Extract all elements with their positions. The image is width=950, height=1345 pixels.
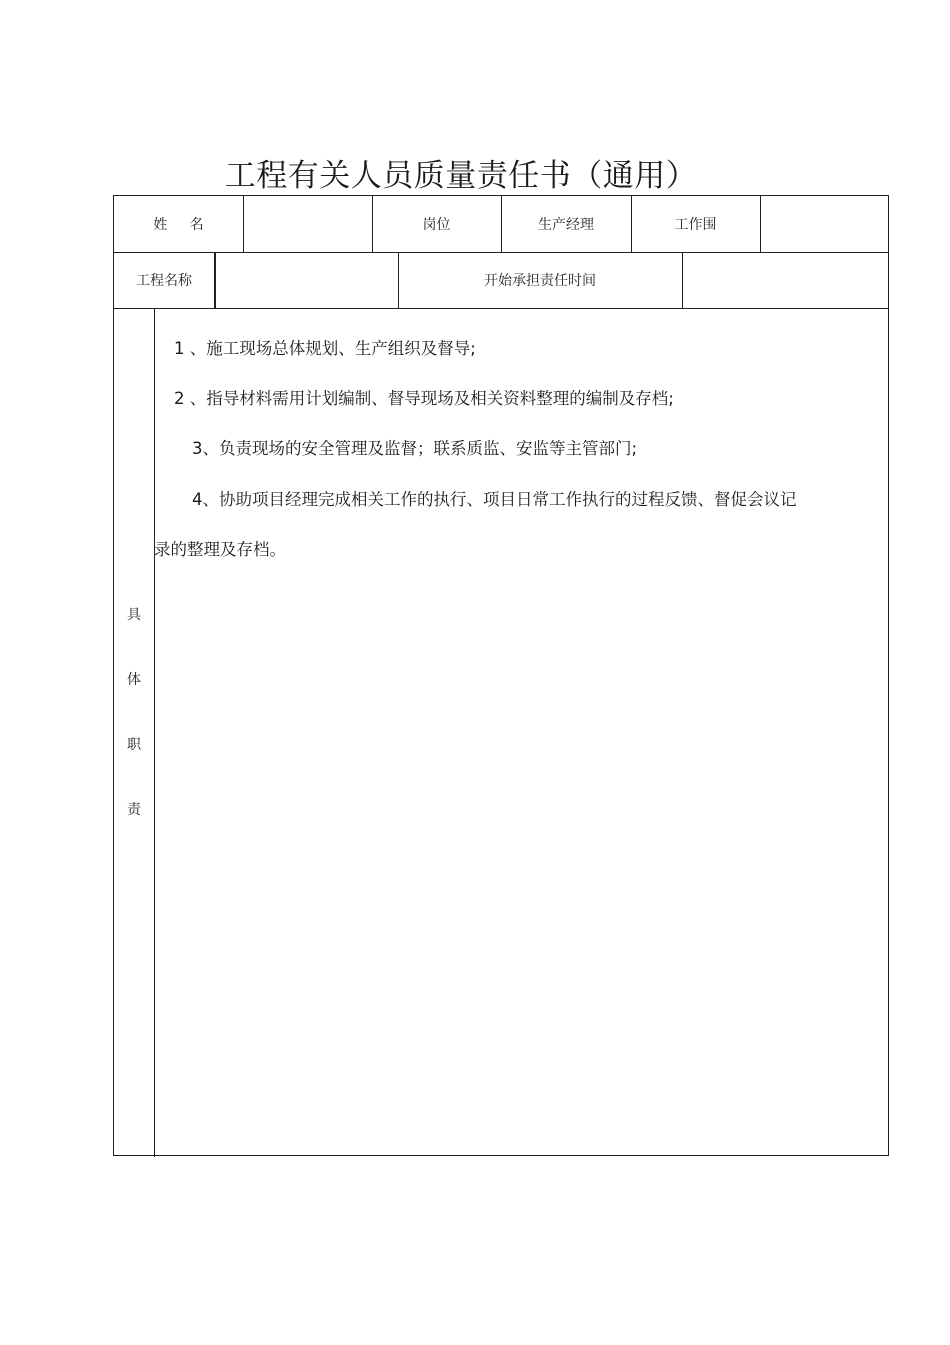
side-label-char: 体 [127,672,141,688]
duty-item-2: 2 、指导材料需用计划编制、督导现场及相关资料整理的编制及存档; [174,389,674,408]
name-label: 姓 名 [153,217,204,233]
scope-field[interactable] [760,196,888,252]
responsibility-table [113,195,889,1156]
row-divider-2 [114,308,888,309]
project-name-label: 工程名称 [136,273,192,289]
start-time-field[interactable] [682,252,888,308]
side-label-char: 具 [127,607,141,623]
project-name-field[interactable] [214,252,398,308]
side-label-char: 责 [127,802,141,818]
side-label-char: 职 [127,737,141,753]
name-field[interactable] [243,196,372,252]
duty-item-3: 3、负责现场的安全管理及监督；联系质监、安监等主管部门; [192,439,638,458]
post-label: 岗位 [422,217,451,233]
duty-item-4-continued: 录的整理及存档。 [154,540,286,559]
col-divider [154,308,155,1157]
duty-item-4: 4、协助项目经理完成相关工作的执行、项目日常工作执行的过程反馈、督促会议记 [192,490,797,509]
duty-item-1: 1 、施工现场总体规划、生产组织及督导; [174,339,476,358]
document-title: 工程有关人员质量责任书（通用） [224,158,698,194]
start-time-label: 开始承担责任时间 [484,273,596,289]
scope-label: 工作围 [674,217,717,233]
post-value: 生产经理 [538,217,594,233]
